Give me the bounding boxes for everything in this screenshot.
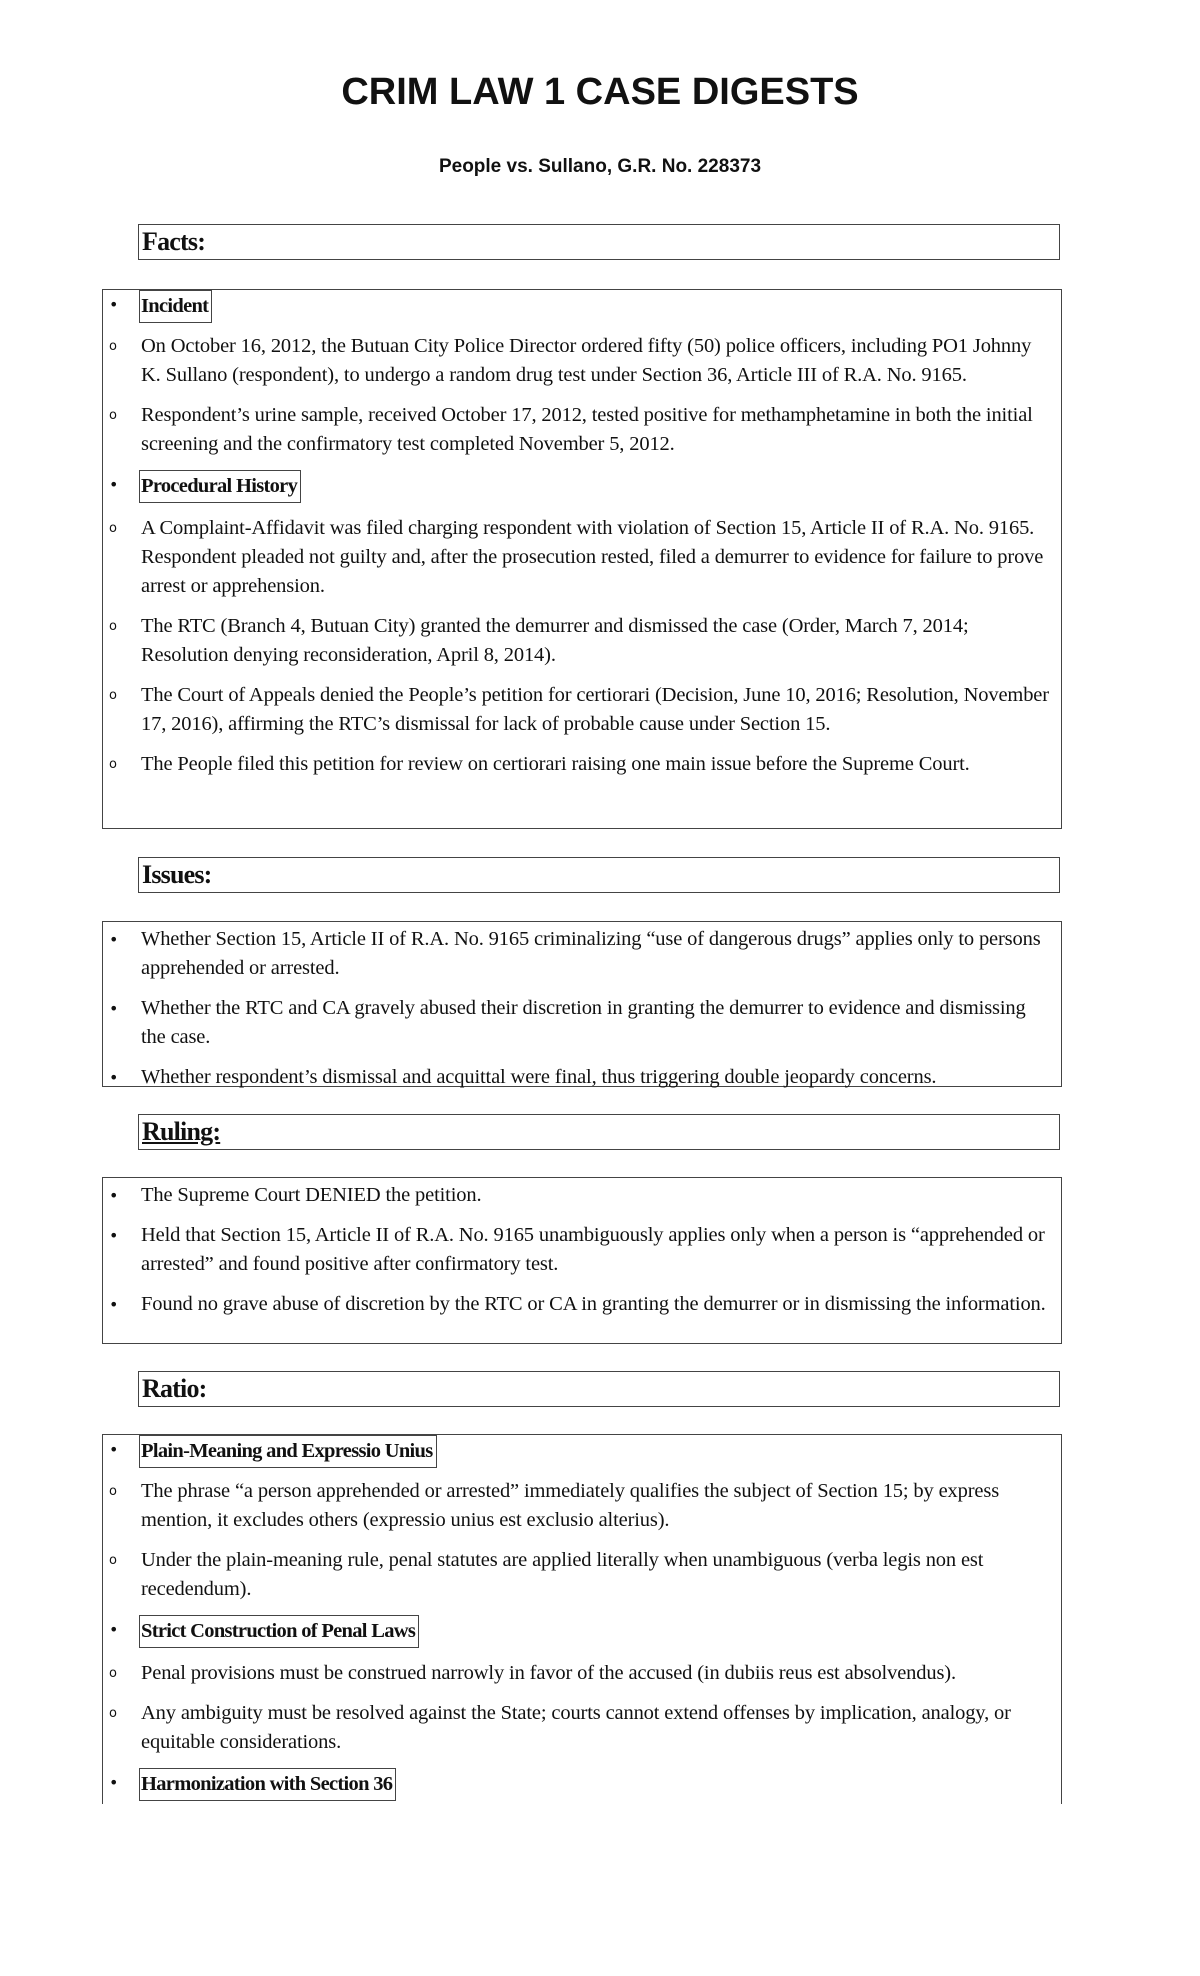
- subheading-label: Plain-Meaning and Expressio Unius: [139, 1435, 437, 1468]
- document-title: CRIM LAW 1 CASE DIGESTS: [341, 71, 859, 113]
- hollow-bullet-icon: o: [109, 1706, 117, 1721]
- list-item: [103, 290, 1061, 323]
- bullet-icon: •: [109, 999, 119, 1018]
- list-item-text: Any ambiguity must be resolved against the State; courts cannot extend offenses by implication, analogy, or equitable considerations.: [141, 1702, 1011, 1753]
- list-item: [103, 1546, 1061, 1604]
- list-item-text: The People filed this petition for review on certiorari raising one main issue before the Supreme Court.: [141, 753, 970, 775]
- list-item-text: The Supreme Court DENIED the petition.: [141, 1184, 482, 1206]
- list-item-text: Whether respondent’s dismissal and acquittal were final, thus triggering double jeopardy concerns.: [141, 1066, 937, 1088]
- list-item: [103, 1477, 1061, 1535]
- bullet-icon: •: [109, 1068, 119, 1087]
- list-item: [103, 1435, 1061, 1468]
- list-item: [103, 1615, 1061, 1648]
- bullet-icon: •: [109, 1440, 119, 1459]
- bullet-icon: •: [109, 1226, 119, 1245]
- hollow-bullet-icon: o: [109, 1666, 117, 1681]
- list-item: [103, 470, 1061, 503]
- facts-heading: Facts:: [138, 224, 1060, 260]
- list-item: [103, 401, 1061, 459]
- list-item: [103, 994, 1061, 1052]
- subheading-label: Incident: [139, 290, 212, 323]
- bullet-icon: •: [109, 930, 119, 949]
- list-item-text: On October 16, 2012, the Butuan City Police Director ordered fifty (50) police officers, including PO1 Johnny K. Sullano (respondent), to undergo a random drug test under Section 36, Article III of R.A. No. 9165.: [141, 335, 1032, 386]
- list-item-text: Found no grave abuse of discretion by the RTC or CA in granting the demurrer or in dismissing the information.: [141, 1293, 1046, 1315]
- list-item-text: The RTC (Branch 4, Butuan City) granted the demurrer and dismissed the case (Order, March 7, 2014; Resolution denying reconsideration, April 8, 2014).: [141, 615, 969, 666]
- list-item: [103, 1768, 1061, 1801]
- facts-list: [102, 289, 1062, 829]
- hollow-bullet-icon: o: [109, 757, 117, 772]
- list-item-text: The Court of Appeals denied the People’s petition for certiorari (Decision, June 10, 2016; Resolution, November 17, 2016), affirming the RTC’s dismissal for lack of probable cause under Section 15.: [141, 684, 1049, 735]
- bullet-icon: •: [109, 1773, 119, 1792]
- list-item: [103, 750, 1061, 779]
- ruling-list: [102, 1177, 1062, 1344]
- list-item-text: The phrase “a person apprehended or arrested” immediately qualifies the subject of Section 15; by express mention, it excludes others (expressio unius est exclusio alterius).: [141, 1480, 1000, 1531]
- ruling-heading: [138, 1114, 1060, 1150]
- list-item-text: A Complaint-Affidavit was filed charging respondent with violation of Section 15, Article II of R.A. No. 9165. Respondent pleaded not guilty and, after the prosecution rested, filed a demurrer to evidence for failure to prove arrest or apprehension.: [141, 517, 1044, 597]
- list-item: [103, 1659, 1061, 1688]
- hollow-bullet-icon: o: [109, 688, 117, 703]
- list-item: [103, 1221, 1061, 1279]
- issues-list: [102, 921, 1062, 1087]
- hollow-bullet-icon: o: [109, 619, 117, 634]
- list-item-text: Whether Section 15, Article II of R.A. No. 9165 criminalizing “use of dangerous drugs” applies only to persons apprehended or arrested.: [141, 928, 1041, 979]
- case-title: People vs. Sullano, G.R. No. 228373: [438, 156, 762, 177]
- ruling-heading-text: Ruling:: [142, 1117, 221, 1146]
- subheading-label: Harmonization with Section 36: [139, 1768, 396, 1801]
- list-item-text: Whether the RTC and CA gravely abused their discretion in granting the demurrer to evidence and dismissing the case.: [141, 997, 1026, 1048]
- subheading-label: Procedural History: [139, 470, 301, 503]
- list-item-text: Under the plain-meaning rule, penal statutes are applied literally when unambiguous (verba legis non est recedendum).: [141, 1549, 984, 1600]
- list-item-text: Held that Section 15, Article II of R.A. No. 9165 unambiguously applies only when a person is “apprehended or arrested” and found positive after confirmatory test.: [141, 1224, 1045, 1275]
- bullet-icon: •: [109, 475, 119, 494]
- bullet-icon: •: [109, 295, 119, 314]
- list-item-text: Respondent’s urine sample, received October 17, 2012, tested positive for methamphetamine in both the initial screening and the confirmatory test completed November 5, 2012.: [141, 404, 1033, 455]
- hollow-bullet-icon: o: [109, 408, 117, 423]
- list-item-text: Penal provisions must be construed narrowly in favor of the accused (in dubiis reus est absolvendus).: [141, 1662, 956, 1684]
- bullet-icon: •: [109, 1186, 119, 1205]
- list-item: [103, 1181, 1061, 1210]
- list-item: [103, 514, 1061, 601]
- hollow-bullet-icon: o: [109, 339, 117, 354]
- ratio-list: [102, 1434, 1062, 1804]
- subheading-label: Strict Construction of Penal Laws: [139, 1615, 419, 1648]
- list-item: [103, 1699, 1061, 1757]
- ratio-heading: Ratio:: [138, 1371, 1060, 1407]
- list-item: [103, 1063, 1061, 1092]
- list-item: [103, 925, 1061, 983]
- hollow-bullet-icon: o: [109, 1553, 117, 1568]
- list-item: [103, 332, 1061, 390]
- issues-heading: Issues:: [138, 857, 1060, 893]
- hollow-bullet-icon: o: [109, 521, 117, 536]
- list-item: [103, 681, 1061, 739]
- list-item: [103, 1290, 1061, 1319]
- bullet-icon: •: [109, 1295, 119, 1314]
- hollow-bullet-icon: o: [109, 1484, 117, 1499]
- list-item: [103, 612, 1061, 670]
- bullet-icon: •: [109, 1620, 119, 1639]
